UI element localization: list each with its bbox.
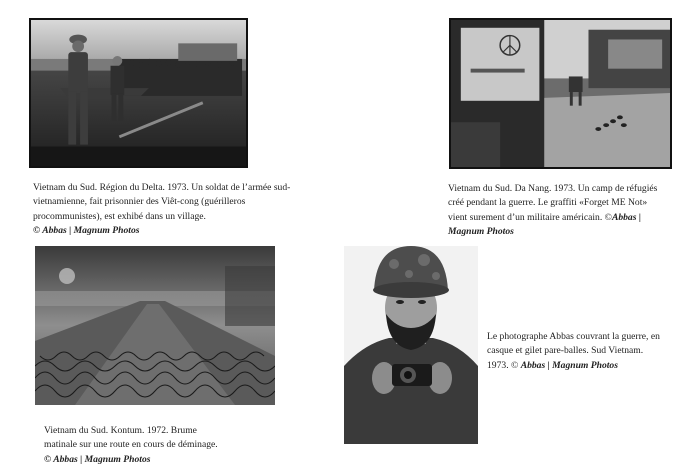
caption-line-text: 1973. © [487, 359, 519, 371]
caption-abbas-portrait [487, 330, 692, 373]
caption-misty-road [44, 424, 274, 467]
caption-line: Vietnam du Sud. Région du Delta. 1973. Un soldat de l’armée sud- [33, 182, 291, 193]
photo-credit-inline: Abbas | [611, 211, 641, 223]
caption-line: Le photographe Abbas couvrant la guerre, en [487, 331, 660, 342]
photo-abbas-portrait [344, 246, 478, 444]
caption-line [448, 211, 688, 225]
photo-credit: © Abbas | Magnum Photos [33, 224, 140, 236]
caption-line: casque et gilet pare-balles. Sud Vietnam. [487, 345, 644, 357]
caption-line: procommunistes), est exhibé dans un village. [33, 210, 206, 222]
photo-credit-inline: Abbas | Magnum Photos [520, 359, 618, 371]
caption-prisoner [33, 181, 338, 238]
caption-line [487, 359, 692, 373]
caption-line: vietnamienne, fait prisonnier des Viêt-cong (guérilleros [33, 196, 246, 208]
photo-refugee-camp [449, 18, 672, 169]
photo-credit: © Abbas | Magnum Photos [44, 453, 151, 465]
photo-credit: Magnum Photos [448, 225, 514, 237]
caption-refugee-camp [448, 182, 688, 239]
photo-misty-road [35, 246, 275, 405]
caption-line: Vietnam du Sud. Kontum. 1972. Brume [44, 425, 197, 436]
caption-line: Vietnam du Sud. Da Nang. 1973. Un camp de réfugiés [448, 183, 658, 194]
caption-line: matinale sur une route en cours de déminage. [44, 439, 218, 451]
caption-line: créé pendant la guerre. Le graffiti «Forget ME Not» [448, 197, 648, 209]
photo-prisoner-village [29, 18, 248, 168]
caption-line-text: vient surement d’un militaire américain. © [448, 211, 612, 223]
